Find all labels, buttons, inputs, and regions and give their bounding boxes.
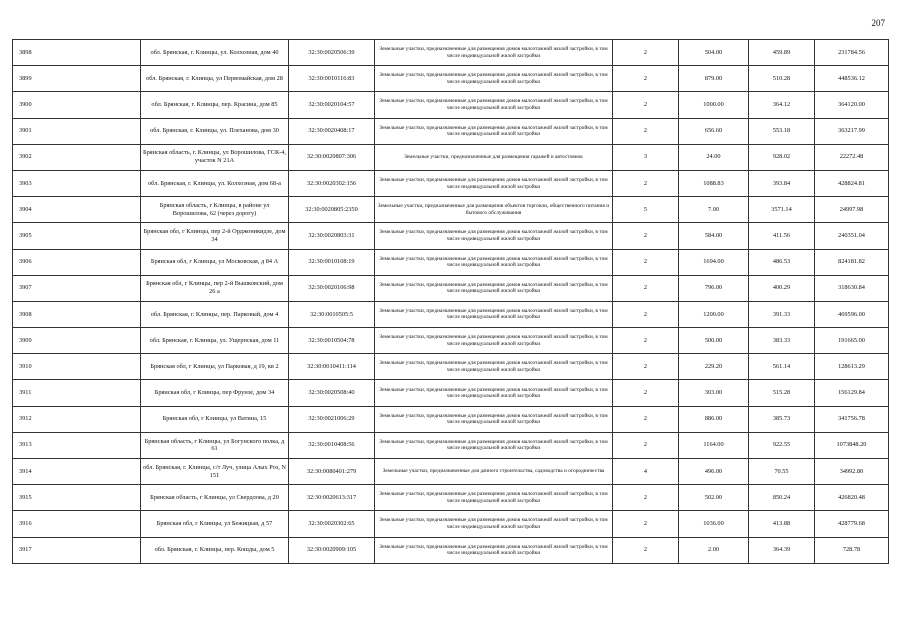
table-row bbox=[13, 328, 889, 354]
cell-number: 3907 bbox=[13, 275, 141, 301]
cell-address: Брянская обл, г Клинцы, пер 2-й Вышковский, дом 26 а bbox=[141, 275, 289, 301]
table-row bbox=[13, 223, 889, 249]
cell-land-use: Земельные участки, предназначенные для размещения домов малоэтажной жилой застройки, в том числе индивидуальной жилой застройки bbox=[375, 380, 613, 406]
cell-cadastral-number: 32:30:0020613:317 bbox=[289, 485, 375, 511]
cell-number: 3898 bbox=[13, 40, 141, 66]
cell-cadastral-value: 469596.00 bbox=[815, 301, 889, 327]
cell-land-use: Земельные участки, предназначенные для размещения объектов торговли, общественного питания и бытового обслуживания bbox=[375, 197, 613, 223]
cell-address: обл. Брянская, г. Клинцы, ул. Колхозная, дом 40 bbox=[141, 40, 289, 66]
cell-land-use: Земельные участки, предназначенные для размещения домов малоэтажной жилой застройки, в том числе индивидуальной жилой застройки bbox=[375, 275, 613, 301]
cell-group: 2 bbox=[613, 328, 679, 354]
cell-number: 3899 bbox=[13, 66, 141, 92]
cell-area: 879.00 bbox=[679, 66, 749, 92]
cell-group: 2 bbox=[613, 66, 679, 92]
cell-number: 3902 bbox=[13, 144, 141, 170]
cell-area: 1036.00 bbox=[679, 511, 749, 537]
cell-land-use: Земельные участки, предназначенные для размещения домов малоэтажной жилой застройки, в том числе индивидуальной жилой застройки bbox=[375, 66, 613, 92]
cell-number: 3915 bbox=[13, 485, 141, 511]
cell-address: обл. Брянская, г. Клинцы, ул Первомайская, дом 28 bbox=[141, 66, 289, 92]
cell-cadastral-value: 191665.00 bbox=[815, 328, 889, 354]
cell-number: 3904 bbox=[13, 197, 141, 223]
cell-number: 3903 bbox=[13, 170, 141, 196]
cell-cadastral-number: 32:30:0020104:57 bbox=[289, 92, 375, 118]
cell-cadastral-number: 32:30:0020807:306 bbox=[289, 144, 375, 170]
table-row bbox=[13, 275, 889, 301]
cell-specific-value: 553.18 bbox=[749, 118, 815, 144]
table-row bbox=[13, 354, 889, 380]
cell-number: 3909 bbox=[13, 328, 141, 354]
cell-address: Брянская обл, г Клинцы, ул Парковая, д 19, кв 2 bbox=[141, 354, 289, 380]
cell-cadastral-number: 32:30:0020506:39 bbox=[289, 40, 375, 66]
cell-group: 2 bbox=[613, 380, 679, 406]
cell-cadastral-number: 32:30:0020302:65 bbox=[289, 511, 375, 537]
cell-cadastral-value: 426820.48 bbox=[815, 485, 889, 511]
cell-land-use: Земельные участки, предназначенные для размещения домов малоэтажной жилой застройки, в том числе индивидуальной жилой застройки bbox=[375, 432, 613, 458]
cell-address: обл. Брянская, г. Клинцы, пер. Парковый, дом 4 bbox=[141, 301, 289, 327]
cell-cadastral-value: 1073848.20 bbox=[815, 432, 889, 458]
cell-area: 500.00 bbox=[679, 328, 749, 354]
cell-address: обл. Брянская, г. Клинцы, ул. Колхозная, дом 68-а bbox=[141, 170, 289, 196]
cell-cadastral-number: 32:30:0020302:156 bbox=[289, 170, 375, 196]
cell-cadastral-value: 156129.84 bbox=[815, 380, 889, 406]
cell-number: 3906 bbox=[13, 249, 141, 275]
cell-area: 584.00 bbox=[679, 223, 749, 249]
cell-group: 4 bbox=[613, 459, 679, 485]
cell-address: Брянская обл, г Клинцы, ул Ватина, 15 bbox=[141, 406, 289, 432]
land-registry-table bbox=[12, 39, 889, 564]
cell-number: 3916 bbox=[13, 511, 141, 537]
cell-cadastral-number: 32:30:0020909:105 bbox=[289, 537, 375, 563]
cell-specific-value: 383.33 bbox=[749, 328, 815, 354]
cell-cadastral-number: 32:30:0010108:19 bbox=[289, 249, 375, 275]
cell-land-use: Земельные участки, предназначенные для размещения домов малоэтажной жилой застройки, в том числе индивидуальной жилой застройки bbox=[375, 406, 613, 432]
table-row bbox=[13, 432, 889, 458]
cell-group: 2 bbox=[613, 40, 679, 66]
cell-area: 796.00 bbox=[679, 275, 749, 301]
cell-cadastral-value: 728.78 bbox=[815, 537, 889, 563]
cell-area: 502.00 bbox=[679, 485, 749, 511]
table-row bbox=[13, 144, 889, 170]
cell-group: 3 bbox=[613, 144, 679, 170]
cell-group: 2 bbox=[613, 301, 679, 327]
page-number: 207 bbox=[871, 18, 885, 28]
cell-group: 2 bbox=[613, 118, 679, 144]
cell-cadastral-number: 32:30:0010505:5 bbox=[289, 301, 375, 327]
cell-number: 3917 bbox=[13, 537, 141, 563]
cell-number: 3912 bbox=[13, 406, 141, 432]
cell-land-use: Земельные участки, предназначенные для размещения домов малоэтажной жилой застройки, в том числе индивидуальной жилой застройки bbox=[375, 511, 613, 537]
cell-address: Брянская обл, г Клинцы, ул Московская, д 84 А bbox=[141, 249, 289, 275]
cell-area: 24.00 bbox=[679, 144, 749, 170]
table-row bbox=[13, 459, 889, 485]
cell-land-use: Земельные участки, предназначенные для размещения домов малоэтажной жилой застройки, в том числе индивидуальной жилой застройки bbox=[375, 354, 613, 380]
cell-specific-value: 400.29 bbox=[749, 275, 815, 301]
cell-cadastral-number: 32:30:0020805:2350 bbox=[289, 197, 375, 223]
cell-specific-value: 515.28 bbox=[749, 380, 815, 406]
cell-group: 2 bbox=[613, 511, 679, 537]
cell-specific-value: 413.88 bbox=[749, 511, 815, 537]
cell-cadastral-number: 32:30:0020508:40 bbox=[289, 380, 375, 406]
cell-cadastral-number: 32:30:0080401:279 bbox=[289, 459, 375, 485]
cell-group: 2 bbox=[613, 354, 679, 380]
cell-number: 3900 bbox=[13, 92, 141, 118]
cell-cadastral-value: 34992.80 bbox=[815, 459, 889, 485]
cell-cadastral-value: 24997.98 bbox=[815, 197, 889, 223]
cell-area: 229.20 bbox=[679, 354, 749, 380]
cell-specific-value: 70.55 bbox=[749, 459, 815, 485]
cell-land-use: Земельные участки, предназначенные для размещения домов малоэтажной жилой застройки, в том числе индивидуальной жилой застройки bbox=[375, 223, 613, 249]
cell-cadastral-value: 231784.56 bbox=[815, 40, 889, 66]
table-row bbox=[13, 249, 889, 275]
cell-cadastral-number: 32:30:0020803:31 bbox=[289, 223, 375, 249]
table-row bbox=[13, 92, 889, 118]
cell-area: 7.00 bbox=[679, 197, 749, 223]
cell-specific-value: 391.33 bbox=[749, 301, 815, 327]
cell-group: 2 bbox=[613, 223, 679, 249]
cell-cadastral-value: 364120.00 bbox=[815, 92, 889, 118]
cell-land-use: Земельные участки, предназначенные для размещения домов малоэтажной жилой застройки, в том числе индивидуальной жилой застройки bbox=[375, 170, 613, 196]
cell-number: 3914 bbox=[13, 459, 141, 485]
cell-specific-value: 486.53 bbox=[749, 249, 815, 275]
cell-cadastral-number: 32:30:0020408:17 bbox=[289, 118, 375, 144]
table-body bbox=[13, 40, 889, 564]
cell-area: 1164.00 bbox=[679, 432, 749, 458]
cell-cadastral-number: 32:30:0010116:83 bbox=[289, 66, 375, 92]
cell-address: Брянская обл, г Клинцы, пер 2-й Орджоникидзе, дом 34 bbox=[141, 223, 289, 249]
table-row bbox=[13, 511, 889, 537]
cell-address: Брянская область, г Клинцы, ул Свердлова, д 20 bbox=[141, 485, 289, 511]
cell-cadastral-number: 32:30:0010408:56 bbox=[289, 432, 375, 458]
cell-cadastral-value: 824181.82 bbox=[815, 249, 889, 275]
cell-number: 3910 bbox=[13, 354, 141, 380]
table-row bbox=[13, 66, 889, 92]
cell-address: Брянская область, г Клинцы, ул Богунского полка, д 61 bbox=[141, 432, 289, 458]
cell-number: 3905 bbox=[13, 223, 141, 249]
cell-number: 3908 bbox=[13, 301, 141, 327]
table-row bbox=[13, 197, 889, 223]
cell-area: 1694.00 bbox=[679, 249, 749, 275]
cell-group: 2 bbox=[613, 432, 679, 458]
cell-address: Брянская область, г. Клинцы, ул Ворошилова, ГСК-4, участок N 21А bbox=[141, 144, 289, 170]
cell-specific-value: 364.12 bbox=[749, 92, 815, 118]
cell-specific-value: 364.39 bbox=[749, 537, 815, 563]
cell-cadastral-number: 32:30:0010411:114 bbox=[289, 354, 375, 380]
cell-area: 1088.83 bbox=[679, 170, 749, 196]
cell-cadastral-value: 448536.12 bbox=[815, 66, 889, 92]
cell-area: 303.00 bbox=[679, 380, 749, 406]
cell-area: 886.00 bbox=[679, 406, 749, 432]
cell-land-use: Земельные участки, предназначенные для размещения домов малоэтажной жилой застройки, в том числе индивидуальной жилой застройки bbox=[375, 249, 613, 275]
cell-group: 2 bbox=[613, 275, 679, 301]
cell-land-use: Земельные участки, предназначенные для размещения домов малоэтажной жилой застройки, в том числе индивидуальной жилой застройки bbox=[375, 537, 613, 563]
cell-land-use: Земельные участки, предназначенные для размещения домов малоэтажной жилой застройки, в том числе индивидуальной жилой застройки bbox=[375, 118, 613, 144]
cell-specific-value: 3571.14 bbox=[749, 197, 815, 223]
cell-group: 2 bbox=[613, 406, 679, 432]
cell-address: обл. Брянская, г. Клинцы, ул. Плеханова, дом 30 bbox=[141, 118, 289, 144]
cell-cadastral-value: 363217.99 bbox=[815, 118, 889, 144]
cell-cadastral-value: 318630.84 bbox=[815, 275, 889, 301]
cell-cadastral-value: 428824.81 bbox=[815, 170, 889, 196]
cell-specific-value: 393.84 bbox=[749, 170, 815, 196]
cell-group: 2 bbox=[613, 485, 679, 511]
cell-address: обл. Брянская, г. Клинцы, с/т Луч, улица Алых Роз, N 151 bbox=[141, 459, 289, 485]
cell-area: 1200.00 bbox=[679, 301, 749, 327]
cell-land-use: Земельные участки, предназначенные для размещения домов малоэтажной жилой застройки, в том числе индивидуальной жилой застройки bbox=[375, 92, 613, 118]
cell-cadastral-value: 22272.48 bbox=[815, 144, 889, 170]
cell-area: 656.60 bbox=[679, 118, 749, 144]
cell-area: 504.00 bbox=[679, 40, 749, 66]
cell-cadastral-value: 341756.78 bbox=[815, 406, 889, 432]
cell-cadastral-number: 32:30:0020106:98 bbox=[289, 275, 375, 301]
cell-number: 3901 bbox=[13, 118, 141, 144]
cell-specific-value: 385.73 bbox=[749, 406, 815, 432]
cell-area: 2.00 bbox=[679, 537, 749, 563]
cell-address: обл. Брянская, г. Клинцы, ул. Ущерпская, дом 11 bbox=[141, 328, 289, 354]
table-row bbox=[13, 301, 889, 327]
cell-group: 2 bbox=[613, 170, 679, 196]
table-row bbox=[13, 485, 889, 511]
cell-group: 5 bbox=[613, 197, 679, 223]
cell-land-use: Земельные участки, предназначенные для размещения домов малоэтажной жилой застройки, в том числе индивидуальной жилой застройки bbox=[375, 301, 613, 327]
cell-land-use: Земельные участки, предназначенные для размещения домов малоэтажной жилой застройки, в том числе индивидуальной жилой застройки bbox=[375, 40, 613, 66]
cell-cadastral-number: 32:30:0010504:78 bbox=[289, 328, 375, 354]
cell-group: 2 bbox=[613, 537, 679, 563]
cell-address: обл. Брянская, г. Клинцы, пер. Красина, дом 85 bbox=[141, 92, 289, 118]
table-row bbox=[13, 40, 889, 66]
cell-specific-value: 411.56 bbox=[749, 223, 815, 249]
cell-cadastral-value: 128613.29 bbox=[815, 354, 889, 380]
cell-specific-value: 561.14 bbox=[749, 354, 815, 380]
table-row bbox=[13, 380, 889, 406]
cell-group: 2 bbox=[613, 92, 679, 118]
cell-area: 496.00 bbox=[679, 459, 749, 485]
cell-land-use: Земельные участки, предназначенные для дачного строительства, садоводства и огородничества bbox=[375, 459, 613, 485]
cell-cadastral-number: 32:30:0021006:29 bbox=[289, 406, 375, 432]
cell-land-use: Земельные участки, предназначенные для размещения гаражей и автостоянок bbox=[375, 144, 613, 170]
cell-address: обл. Брянская, г. Клинцы, пер. Кошды, дом 5 bbox=[141, 537, 289, 563]
cell-address: Брянская обл, г Клинцы, ул Бежицкая, д 57 bbox=[141, 511, 289, 537]
table-row bbox=[13, 406, 889, 432]
cell-group: 2 bbox=[613, 249, 679, 275]
table-row bbox=[13, 170, 889, 196]
cell-specific-value: 928.02 bbox=[749, 144, 815, 170]
cell-specific-value: 850.24 bbox=[749, 485, 815, 511]
cell-address: Брянская область, г Клинцы, в районе ул Ворошилова, 62 (через дорогу) bbox=[141, 197, 289, 223]
cell-address: Брянская обл, г Клинцы, пер Фрунзе, дом 34 bbox=[141, 380, 289, 406]
cell-specific-value: 922.55 bbox=[749, 432, 815, 458]
cell-land-use: Земельные участки, предназначенные для размещения домов малоэтажной жилой застройки, в том числе индивидуальной жилой застройки bbox=[375, 328, 613, 354]
cell-area: 1000.00 bbox=[679, 92, 749, 118]
cell-cadastral-value: 428779.68 bbox=[815, 511, 889, 537]
cell-cadastral-value: 240351.04 bbox=[815, 223, 889, 249]
cell-number: 3913 bbox=[13, 432, 141, 458]
cell-specific-value: 459.89 bbox=[749, 40, 815, 66]
table-row bbox=[13, 118, 889, 144]
cell-specific-value: 510.28 bbox=[749, 66, 815, 92]
table-row bbox=[13, 537, 889, 563]
cell-number: 3911 bbox=[13, 380, 141, 406]
cell-land-use: Земельные участки, предназначенные для размещения домов малоэтажной жилой застройки, в том числе индивидуальной жилой застройки bbox=[375, 485, 613, 511]
